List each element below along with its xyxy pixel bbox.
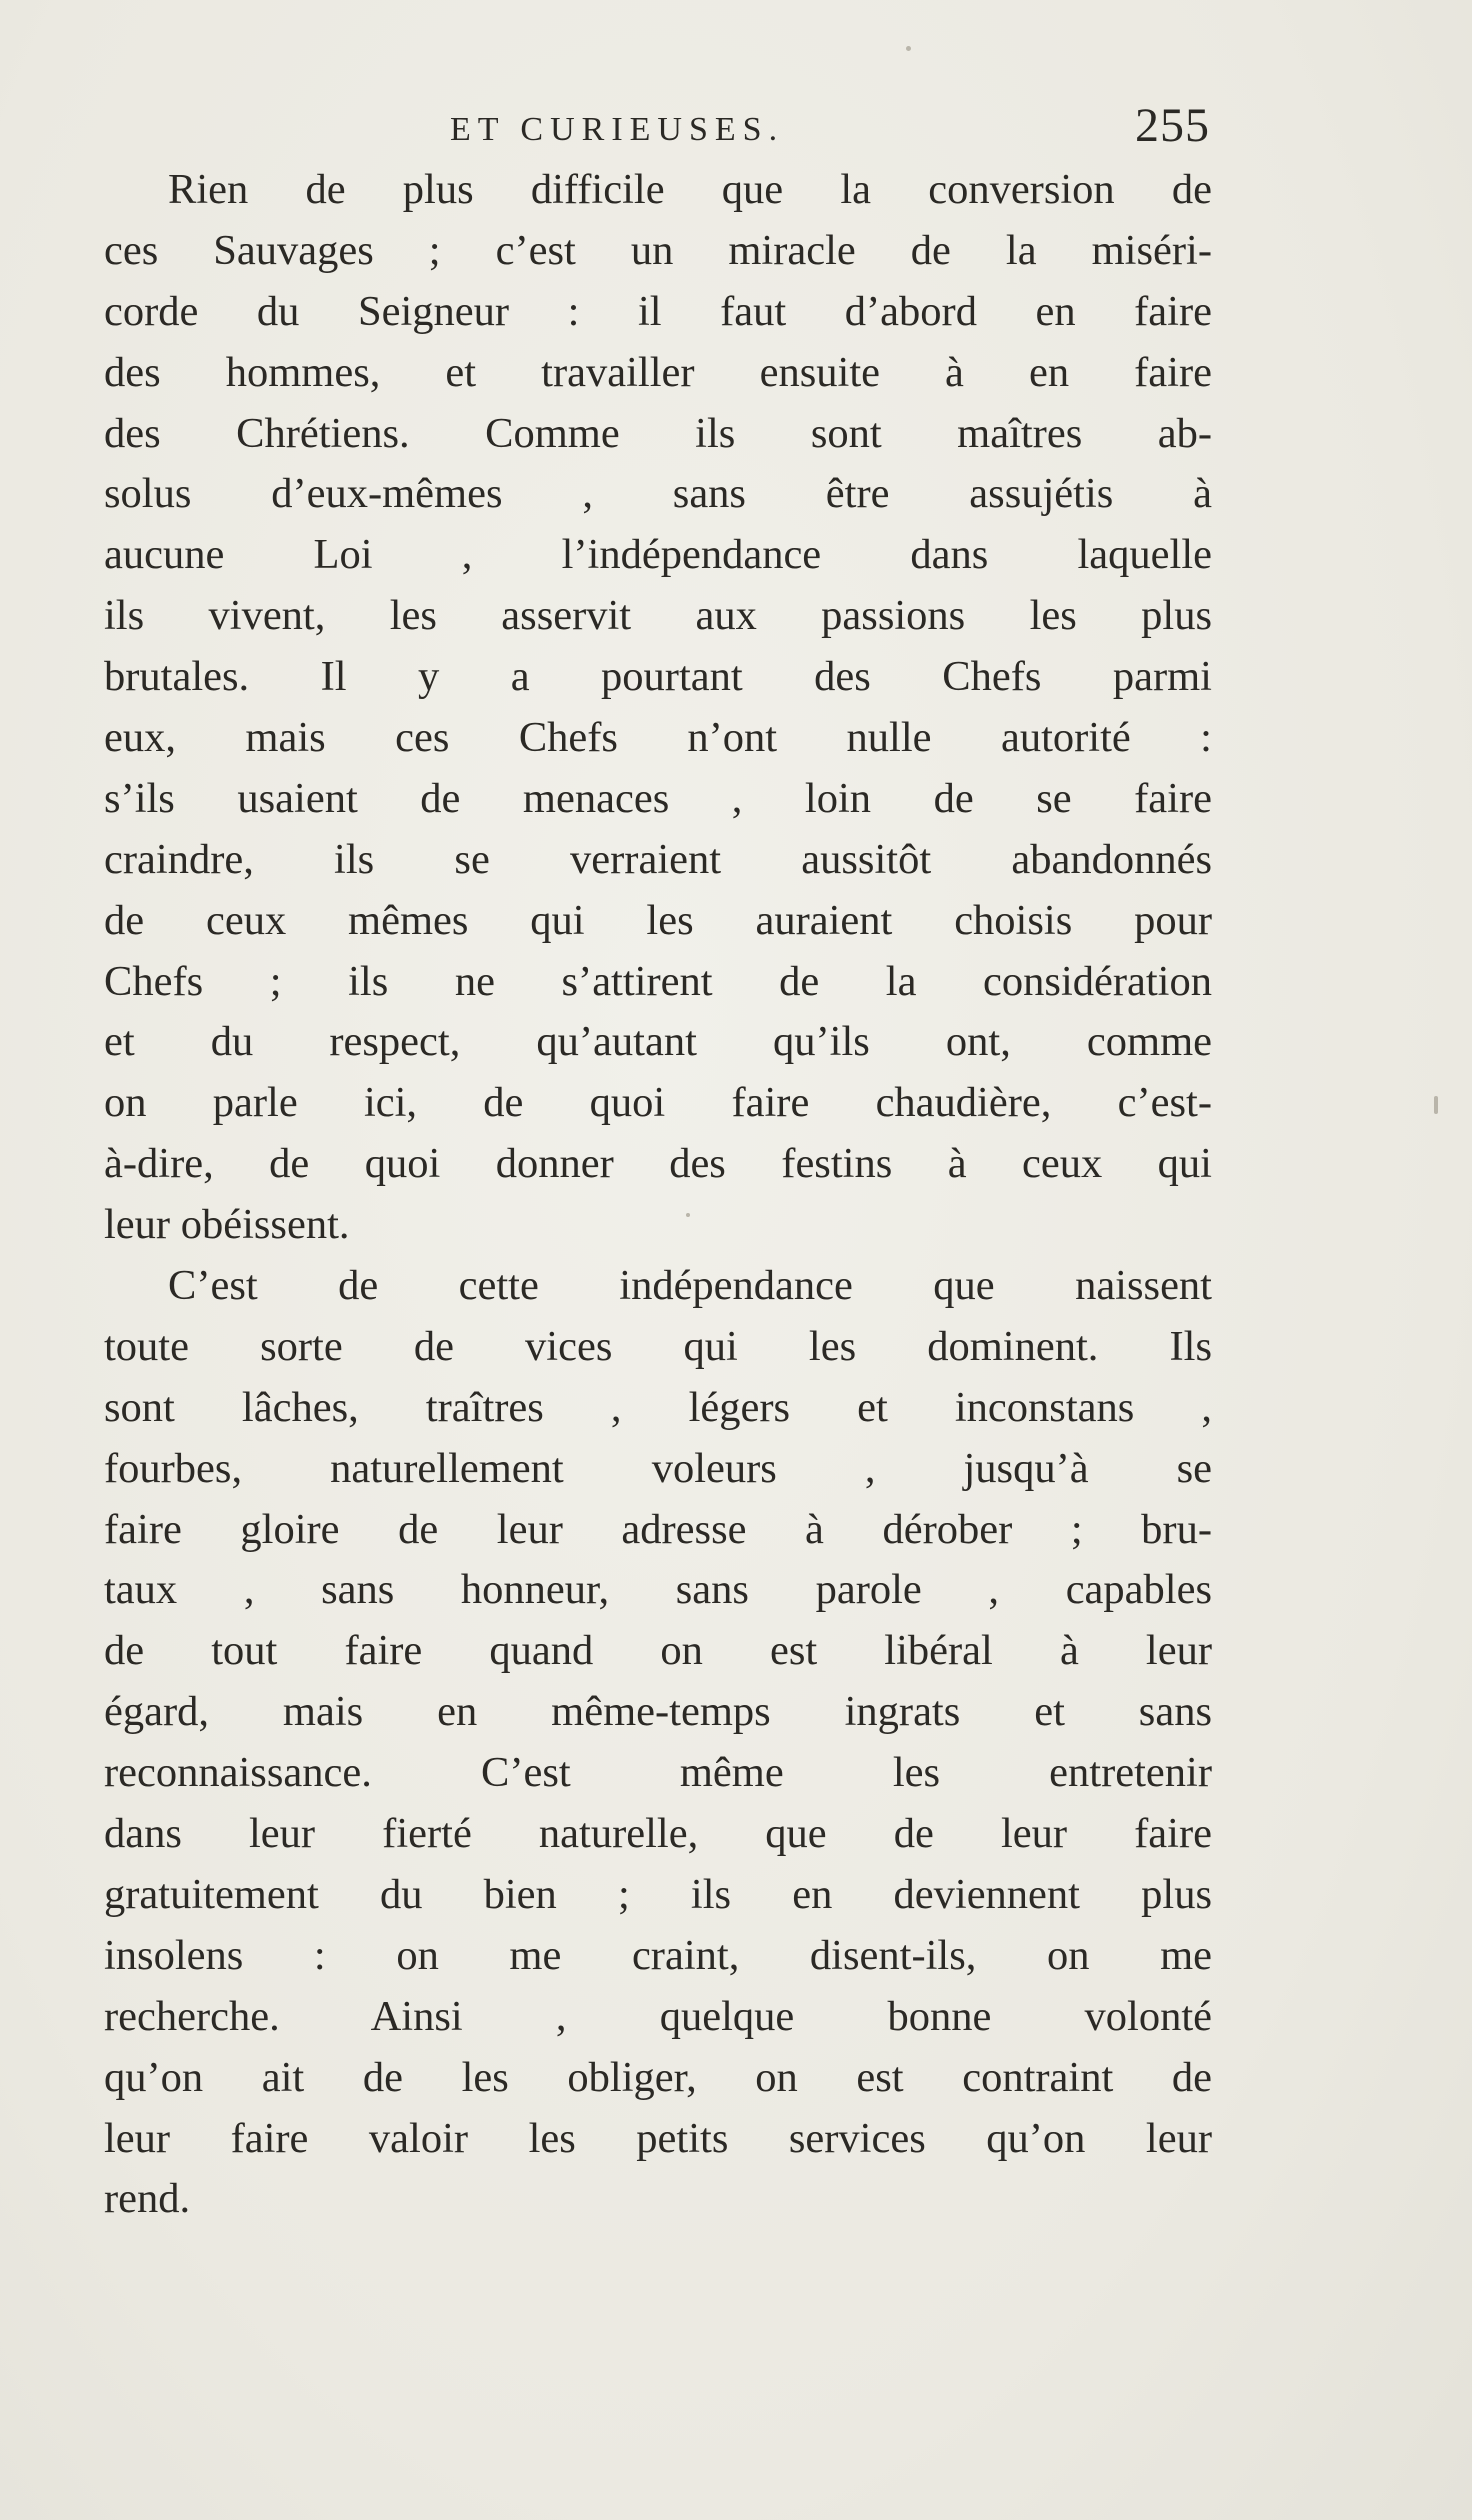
text-line: brutales. Il y a pourtant des Chefs parmi [104,653,1212,701]
text-line: insolens : on me craint, disent-ils, on me [104,1931,1212,1979]
text-line: dans leur fierté naturelle, que de leur faire [104,1810,1212,1858]
text-line: fourbes, naturellement voleurs , jusqu’à se [104,1444,1212,1492]
text-line: sont lâches, traîtres , légers et inconstans , [104,1383,1212,1431]
paper-speck [1434,1096,1438,1114]
text-line: taux , sans honneur, sans parole , capables [104,1566,1212,1614]
text-line: craindre, ils se verraient aussitôt abandonnés [104,835,1212,883]
paragraph-2 [104,1256,1212,2230]
text-line: s’ils usaient de menaces , loin de se faire [104,774,1212,822]
text-line: ils vivent, les asservit aux passions les plus [104,592,1212,640]
text-line: corde du Seigneur : il faut d’abord en faire [104,287,1212,335]
text-line: C’est de cette indépendance que naissent [168,1262,1212,1310]
text-block [104,100,1212,2230]
text-line: et du respect, qu’autant qu’ils ont, comme [104,1018,1212,1066]
text-line: de tout faire quand on est libéral à leur [104,1627,1212,1675]
text-line: gratuitement du bien ; ils en deviennent plus [104,1870,1212,1918]
text-line: toute sorte de vices qui les dominent. Ils [104,1322,1212,1370]
text-line: égard, mais en même-temps ingrats et sans [104,1688,1212,1736]
text-line: leur obéissent. [104,1201,350,1249]
text-line: recherche. Ainsi , quelque bonne volonté [104,1992,1212,2040]
text-line: faire gloire de leur adresse à dérober ; bru- [104,1505,1212,1553]
text-line: Rien de plus difficile que la conversion de [168,166,1212,213]
page-number: 255 [1135,99,1210,152]
text-line: qu’on ait de les obliger, on est contraint de [104,2053,1212,2101]
text-line: Chefs ; ils ne s’attirent de la considération [104,957,1212,1005]
text-line: aucune Loi , l’indépendance dans laquelle [104,531,1212,579]
text-line: à-dire, de quoi donner des festins à ceux qui [104,1140,1212,1188]
running-title: ET CURIEUSES. [450,111,785,148]
text-line: on parle ici, de quoi faire chaudière, c’est- [104,1079,1212,1127]
text-line: reconnaissance. C’est même les entretenir [104,1749,1212,1797]
text-line: des hommes, et travailler ensuite à en faire [104,348,1212,396]
running-head [104,100,1212,160]
text-line: leur faire valoir les petits services qu’on leur [104,2114,1212,2162]
text-line: rend. [104,2175,191,2223]
text-line: ces Sauvages ; c’est un miracle de la miséri- [104,226,1212,274]
text-line: eux, mais ces Chefs n’ont nulle autorité : [104,714,1212,762]
paper-speck [906,46,911,51]
text-line: de ceux mêmes qui les auraient choisis pour [104,896,1212,944]
paragraph-1 [104,160,1212,1256]
text-line: des Chrétiens. Comme ils sont maîtres ab- [104,409,1212,457]
text-line: solus d’eux-mêmes , sans être assujétis à [104,470,1212,518]
